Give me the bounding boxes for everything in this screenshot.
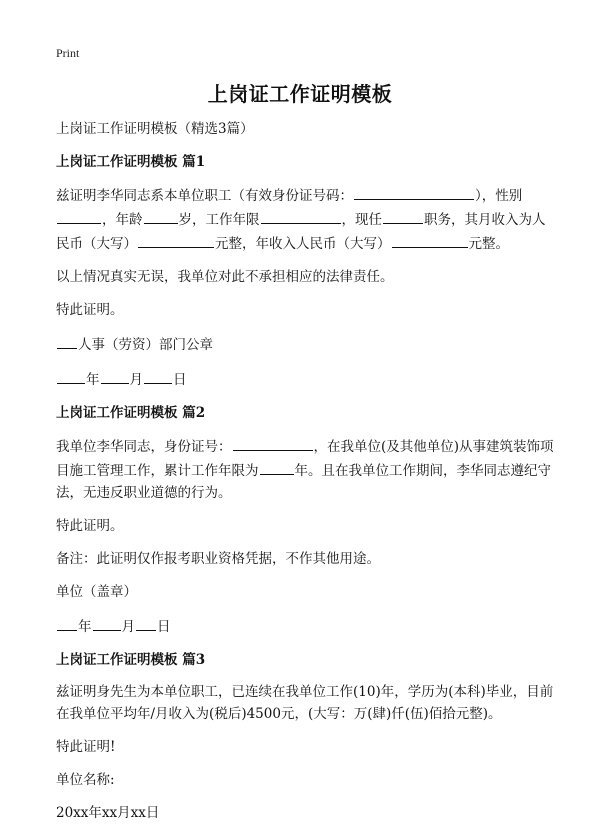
section1-text-f: 职务，其月收入为人民币（大写） [56,212,546,252]
print-label: Print [56,46,80,60]
gender-blank [57,207,101,224]
day-label: 日 [157,619,171,635]
section1-paragraph3: 特此证明。 [56,302,124,318]
section2-date [56,614,556,638]
section1-paragraph1 [56,183,556,255]
section1-seal-text: 人事（劳资）部门公章 [78,337,213,353]
monthly-income-blank [138,231,214,248]
year-blank [57,367,85,384]
section1-heading: 上岗证工作证明模板 篇1 [56,154,206,170]
years-blank [260,458,294,475]
section1-date [56,367,556,391]
section2-paragraph4: 单位（盖章） [56,584,137,600]
month-label: 月 [129,372,143,388]
section1-text-c: ，年龄 [102,212,143,228]
document-subtitle: 上岗证工作证明模板（精选3篇） [56,121,254,137]
document-body [56,118,556,835]
year-blank [57,614,77,631]
month-blank [93,614,121,631]
document-title: 上岗证工作证明模板 [207,82,393,106]
section1-paragraph2: 以上情况真实无误，我单位对此不承担相应的法律责任。 [56,269,394,285]
seal-blank [57,332,77,349]
day-label: 日 [173,372,187,388]
section1-text-e: ，现任 [341,212,382,228]
section2-text-c: 年。且在我单位工作期间，李华同志遵纪守法，无违反职业道德的行为。 [56,463,551,501]
section1-text-h: 元整。 [468,236,509,252]
section1-text-g: 元整，年收入人民币（大写） [215,236,391,252]
section2-paragraph1 [56,434,556,504]
section3-paragraph2: 特此证明! [56,739,116,755]
id-number-blank [354,183,474,200]
month-blank [101,367,129,384]
section1-text-a: 兹证明李华同志系本单位职工（有效身份证号码： [56,188,353,204]
section2-heading: 上岗证工作证明模板 篇2 [56,405,206,421]
section3-paragraph1: 兹证明身先生为本单位职工，已连续在我单位工作(10)年，学历为(本科)毕业，目前在我单位平均年/月收入为(税后)4500元，(大写：万(肆)仟(伍)佰拾元整)。 [56,684,554,722]
day-blank [144,367,172,384]
section3-paragraph3: 单位名称: [56,772,115,788]
annual-income-blank [392,231,468,248]
section2-text-b: ，在我单位(及其他单位)从事建筑装饰项目施工管理工作，累计工作年限为 [56,439,554,479]
age-blank [144,207,178,224]
section3-date: 20xx年xx月xx日 [56,805,160,821]
month-label: 月 [121,619,135,635]
section3-heading: 上岗证工作证明模板 篇3 [56,652,206,668]
section1-paragraph4 [56,332,556,356]
section2-text-a: 我单位李华同志，身份证号： [56,439,232,455]
section1-text-b: ），性别 [475,188,523,204]
section1-text-d: 岁，工作年限 [178,212,260,228]
section2-paragraph3: 备注：此证明仅作报考职业资格凭据，不作其他用途。 [56,551,380,567]
years-blank [261,207,341,224]
id-number-blank [233,434,313,451]
day-blank [136,614,156,631]
year-label: 年 [86,372,100,388]
section2-paragraph2: 特此证明。 [56,518,124,534]
year-label: 年 [78,619,92,635]
position-blank [383,207,423,224]
